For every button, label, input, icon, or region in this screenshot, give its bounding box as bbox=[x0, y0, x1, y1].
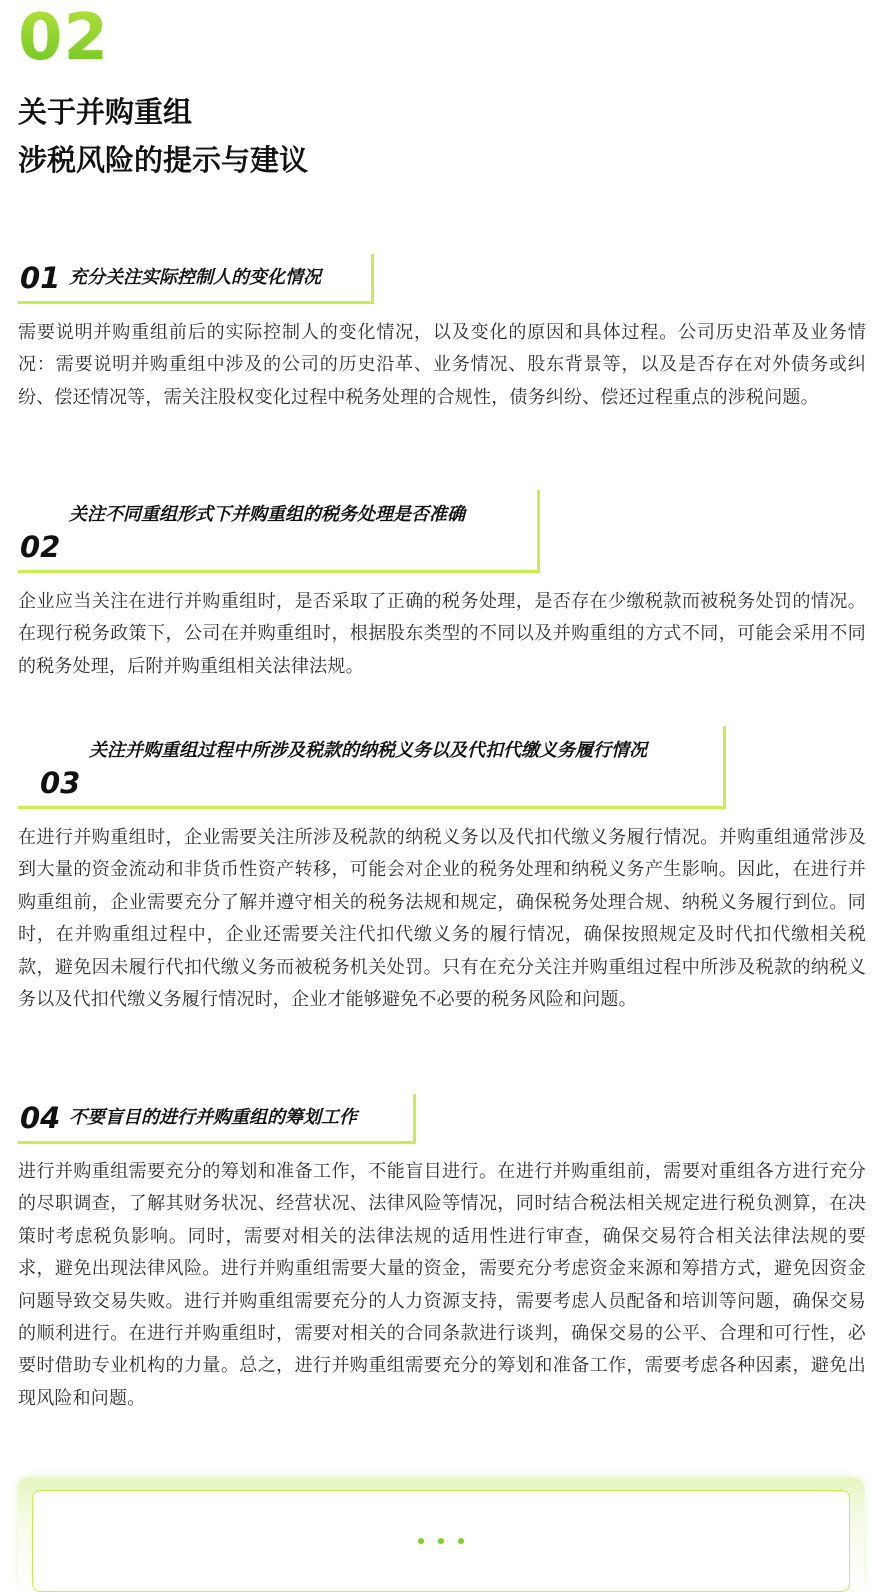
section-body-02: 企业应当关注在进行并购重组时，是否采取了正确的税务处理，是否存在少缴税款而被税务处罚的情况。在现行税务政策下，公司在并购重组时，根据股东类型的不同以及并购重组的方式不同，可能会采用不同的税务处理，后附并购重组相关法律法规。 bbox=[18, 591, 866, 677]
section-number: 01 bbox=[20, 261, 61, 295]
section-number: 04 bbox=[20, 1101, 61, 1135]
page-title-line1: 关于并购重组 bbox=[18, 95, 193, 129]
section-heading-01 bbox=[18, 254, 374, 304]
section-title: 充分关注实际控制人的变化情况 bbox=[69, 267, 321, 288]
section-heading-03 bbox=[18, 726, 726, 809]
section-body-03: 在进行并购重组时，企业需要关注所涉及税款的纳税义务以及代扣代缴义务履行情况。并购重组通常涉及到大量的资金流动和非货币性资产转移，可能会对企业的税务处理和纳税义务产生影响。因此，在进行并购重组前，企业需要充分了解并遵守相关的税务法规和规定，确保税务处理合规、纳税义务履行到位。同时，在并购重组过程中，企业还需要关注代扣代缴义务的履行情况，确保按照规定及时代扣代缴相关税款，避免因未履行代扣代缴义务而被税务机关处罚。只有在充分关注并购重组过程中所涉及税款的纳税义务以及代扣代缴义务履行情况时，企业才能够避免不必要的税务风险和问题。 bbox=[18, 827, 866, 1011]
more-dots-icon bbox=[33, 1529, 849, 1548]
page-title-line2: 涉税风险的提示与建议 bbox=[18, 143, 309, 177]
section-number: 02 bbox=[20, 530, 61, 564]
bottom-card-inner bbox=[32, 1490, 850, 1592]
section-body-01: 需要说明并购重组前后的实际控制人的变化情况，以及变化的原因和具体过程。公司历史沿革及业务情况：需要说明并购重组中涉及的公司的历史沿革、业务情况、股东背景等，以及是否存在对外债务或纠纷、偿还情况等，需关注股权变化过程中税务处理的合规性，债务纠纷、偿还过程重点的涉税问题。 bbox=[18, 322, 866, 408]
big-section-number: 02 bbox=[18, 1, 110, 75]
section-title: 不要盲目的进行并购重组的筹划工作 bbox=[69, 1107, 357, 1128]
section-heading-02 bbox=[18, 490, 540, 573]
bottom-card bbox=[18, 1478, 864, 1588]
section-title: 关注并购重组过程中所涉及税款的纳税义务以及代扣代缴义务履行情况 bbox=[89, 740, 647, 761]
section-heading-04 bbox=[18, 1094, 416, 1144]
section-title: 关注不同重组形式下并购重组的税务处理是否准确 bbox=[69, 504, 465, 525]
section-number: 03 bbox=[40, 766, 81, 800]
page-title bbox=[18, 88, 308, 184]
section-body-04: 进行并购重组需要充分的筹划和准备工作，不能盲目进行。在进行并购重组前，需要对重组各方进行充分的尽职调查，了解其财务状况、经营状况、法律风险等情况，同时结合税法相关规定进行税负测算，在决策时考虑税负影响。同时，需要对相关的法律法规的适用性进行审查，确保交易符合相关法律法规的要求，避免出现法律风险。进行并购重组需要大量的资金，需要充分考虑资金来源和筹措方式，避免因资金问题导致交易失败。进行并购重组需要充分的人力资源支持，需要考虑人员配备和培训等问题，确保交易的顺利进行。在进行并购重组时，需要对相关的合同条款进行谈判，确保交易的公平、合理和可行性，必要时借助专业机构的力量。总之，进行并购重组需要充分的筹划和准备工作，需要考虑各种因素，避免出现风险和问题。 bbox=[18, 1161, 866, 1409]
